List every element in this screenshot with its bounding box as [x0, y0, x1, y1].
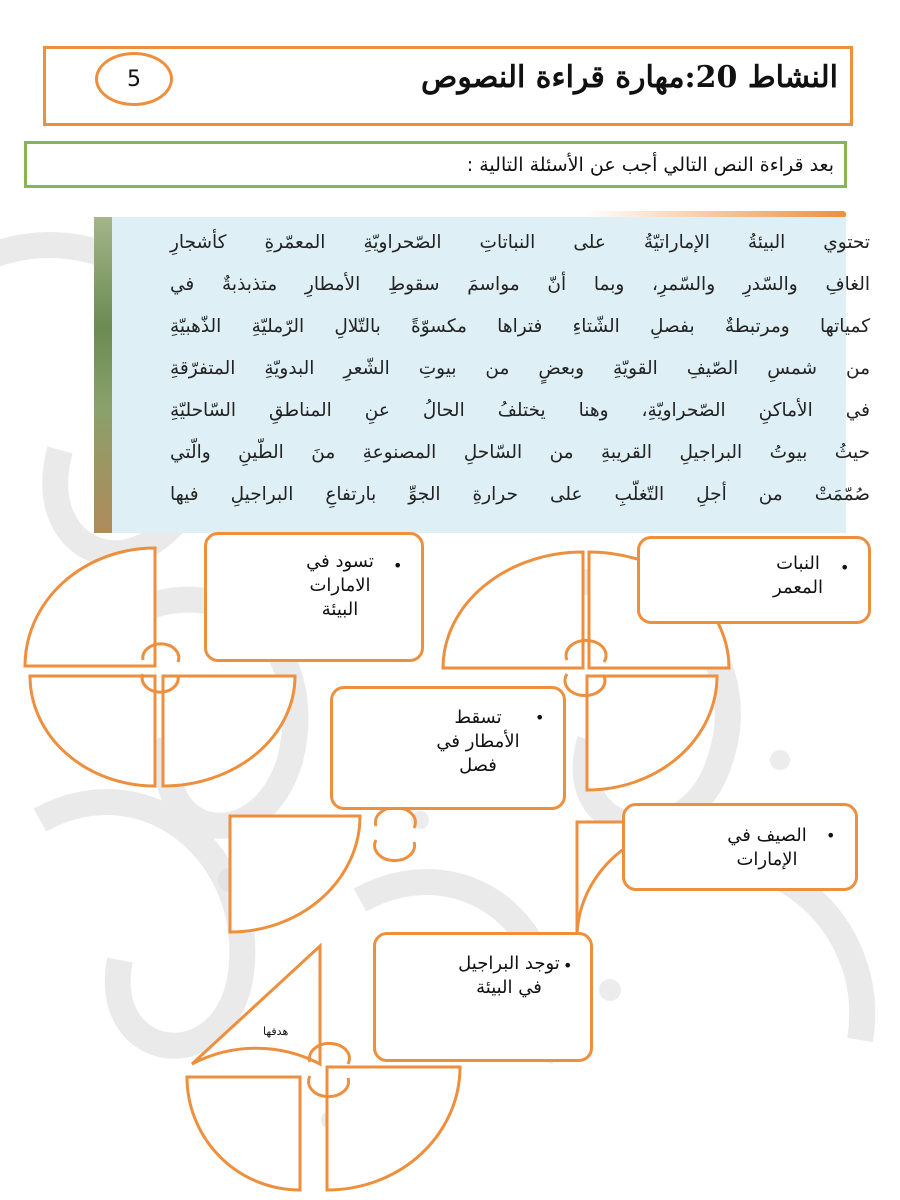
bullet-dot: • — [563, 956, 573, 975]
quarter-shape — [187, 1077, 300, 1190]
card-summer-text: الصيف في الإمارات — [727, 825, 807, 870]
quarter-shape — [163, 676, 295, 786]
card-rain-text: تسقط الأمطار في فصل — [436, 707, 520, 776]
passage-line: الغافِ والسّدرِ والسّمرِ، وبما أنّ مواسمَ سقوطِ الأمطارِ متذبذبةٌ في — [170, 274, 870, 295]
cycle-connector — [375, 807, 415, 828]
bullet-dot: • — [826, 826, 836, 845]
cycle-connector — [375, 840, 415, 861]
quarter-shape — [443, 552, 583, 668]
passage-line: من شمسِ الصّيفِ القويّةِ وبعضٍ من بيوتِ الشّعرِ البدويّةِ المتفرّقةِ — [170, 358, 870, 379]
passage-line: كمياتها ومرتبطةٌ بفصلِ الشّتاءِ فتراها مكسوّةً بالتّلالِ الرّمليّةِ الذّهبيّةِ — [170, 316, 870, 337]
passage-line: صُمّمَتْ من أجلِ التّغلّبِ على حرارةِ الجوِّ بارتفاعِ البراجيلِ فيها — [170, 484, 870, 505]
page-title: النشاط 20:مهارة قراءة النصوص — [421, 60, 838, 95]
card-barajeel-text: توجد البراجيل في البيئة — [458, 953, 560, 998]
quarter-shape — [230, 816, 360, 932]
goal-label: هدفها — [263, 1025, 289, 1038]
instruction-text: بعد قراءة النص التالي أجب عن الأسئلة التالية : — [466, 154, 834, 176]
bullet-dot: • — [393, 556, 403, 575]
quarter-shape — [30, 676, 155, 786]
passage-line: في الأماكنِ الصّحراويّةِ، وهنا يختلفُ الحالُ عنِ المناطقِ السّاحليّةِ — [170, 400, 870, 421]
quarter-shape — [192, 946, 320, 1064]
quarter-shape — [587, 676, 717, 790]
card-plant-text: النبات المعمر — [773, 553, 823, 598]
passage-line: حيثُ بيوتُ البراجيلِ القريبةِ من السّاحلِ المصنوعةِ منَ الطّينِ والّتي — [170, 442, 870, 463]
passage-line: تحتوي البيئةُ الإماراتيّةُ على النباتاتِ الصّحراويّةِ المعمّرةِ كأشجارِ — [170, 232, 870, 253]
card-emirates-environment-text: تسود في الامارات البيئة — [306, 551, 374, 620]
page-number: 5 — [127, 66, 141, 92]
quarter-shape — [25, 548, 155, 666]
bullet-dot: • — [840, 558, 850, 577]
bullet-dot: • — [535, 708, 545, 727]
